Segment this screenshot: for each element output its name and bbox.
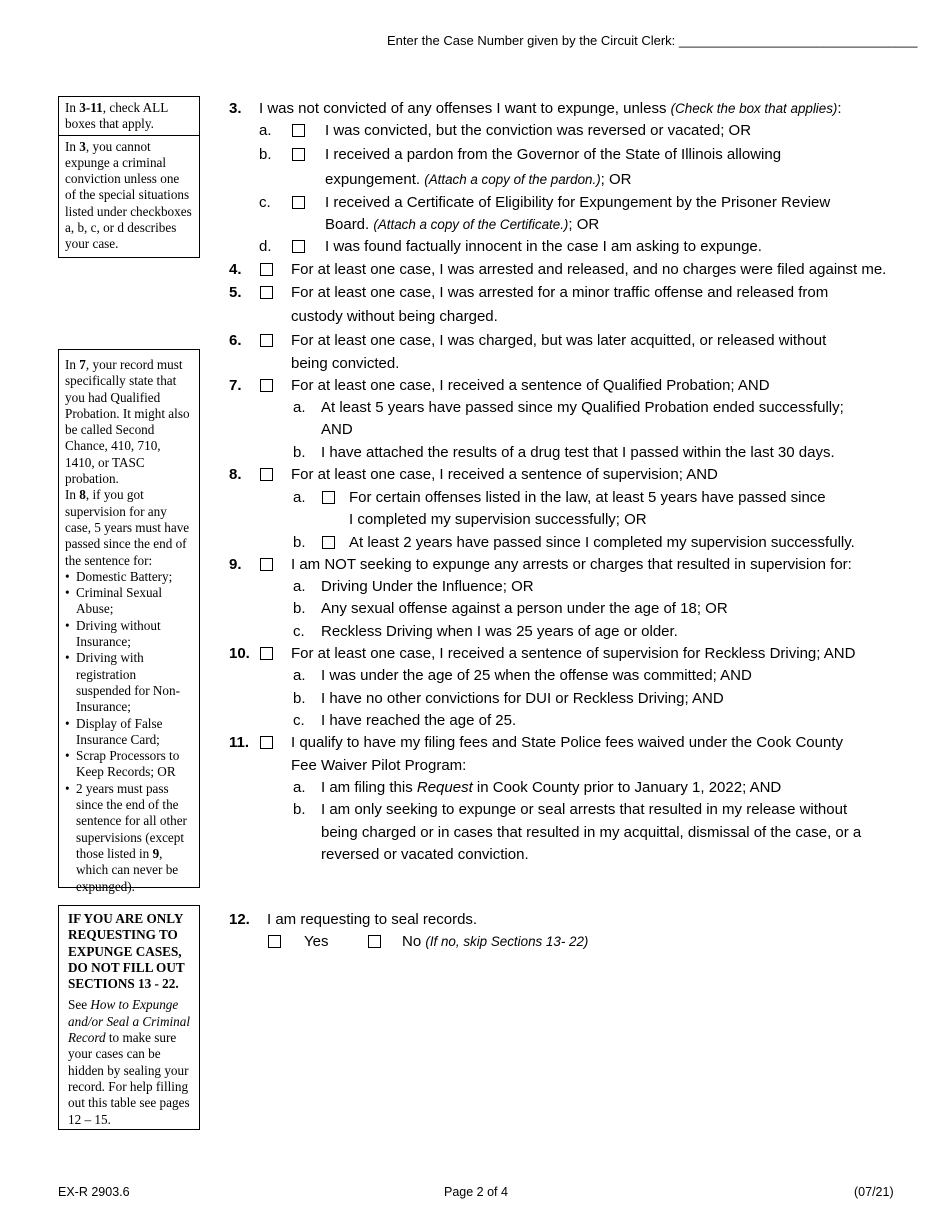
section-4-text: For at least one case, I was arrested and released, and no charges were filed against me. bbox=[291, 261, 887, 278]
section-9b-letter: b. bbox=[293, 600, 306, 617]
section-7b-text: I have attached the results of a drug test that I passed within the last 30 days. bbox=[321, 444, 835, 461]
section-10b-letter: b. bbox=[293, 690, 306, 707]
section-9c-letter: c. bbox=[293, 623, 305, 640]
section-3a-letter: a. bbox=[259, 122, 272, 139]
sidebar-note-section-7: In 7, your record must specifically state that you had Qualified Probation. It might also be called Second Chance, 410, 710, 1410, or TASC probation. bbox=[65, 357, 190, 487]
section-12-number: 12. bbox=[229, 911, 250, 928]
sidebar-note-section-8: In 8, if you got supervision for any case, 5 years must have passed since the end of the sentence for: bbox=[65, 487, 190, 568]
section-9b-text: Any sexual offense against a person under the age of 18; OR bbox=[321, 600, 728, 617]
section-11b-letter: b. bbox=[293, 801, 306, 818]
seal-no-checkbox[interactable] bbox=[368, 935, 381, 948]
section-8-checkbox[interactable] bbox=[260, 468, 273, 481]
list-item: • 2 years must pass since the end of the sentence for all other supervisions (except those listed in 9, which can never be expunged). bbox=[65, 781, 193, 895]
section-9-checkbox[interactable] bbox=[260, 558, 273, 571]
section-5-checkbox[interactable] bbox=[260, 286, 273, 299]
section-7-text: For at least one case, I received a sentence of Qualified Probation; AND bbox=[291, 377, 770, 394]
sidebar-seal-guide: See How to Expunge and/or Seal a Criminal Record to make sure your cases can be hidden by sealing your record. For help filling out this table see pages 12 – 15. bbox=[68, 997, 190, 1127]
section-8a-checkbox[interactable] bbox=[322, 491, 335, 504]
section-10c-text: I have reached the age of 25. bbox=[321, 712, 517, 729]
sidebar-note-box-7-8 bbox=[58, 349, 200, 894]
section-3b-text-line2: expungement. (Attach a copy of the pardon.); OR bbox=[325, 171, 632, 188]
section-3d-checkbox[interactable] bbox=[292, 240, 305, 253]
section-3a-checkbox[interactable] bbox=[292, 124, 305, 137]
section-3a-text: I was convicted, but the conviction was reversed or vacated; OR bbox=[325, 122, 752, 139]
section-9-text: I am NOT seeking to expunge any arrests or charges that resulted in supervision for: bbox=[291, 556, 852, 573]
section-10b-text: I have no other convictions for DUI or Reckless Driving; AND bbox=[321, 690, 724, 707]
sidebar-note-section-7-8 bbox=[59, 350, 199, 897]
section-11a-letter: a. bbox=[293, 779, 306, 796]
section-8a-text-line2: I completed my supervision successfully; OR bbox=[349, 511, 647, 528]
list-item: • Scrap Processors to Keep Records; OR bbox=[65, 748, 193, 781]
section-5-text-line2: custody without being charged. bbox=[291, 308, 498, 325]
sidebar-note-check-all: In 3-11, check ALL boxes that apply. bbox=[65, 100, 168, 132]
section-3-text: I was not convicted of any offenses I want to expunge, unless (Check the box that applies): bbox=[259, 100, 842, 117]
section-7b-letter: b. bbox=[293, 444, 306, 461]
section-8-text: For at least one case, I received a sentence of supervision; AND bbox=[291, 466, 718, 483]
section-4-checkbox[interactable] bbox=[260, 263, 273, 276]
section-11b-text-line3: reversed or vacated conviction. bbox=[321, 846, 529, 863]
section-3b-text-line1: I received a pardon from the Governor of the State of Illinois allowing bbox=[325, 146, 782, 163]
section-7-number: 7. bbox=[229, 377, 242, 394]
section-10a-letter: a. bbox=[293, 667, 306, 684]
section-10a-text: I was under the age of 25 when the offense was committed; AND bbox=[321, 667, 752, 684]
section-10-text: For at least one case, I received a sentence of supervision for Reckless Driving; AND bbox=[291, 645, 856, 662]
section-6-checkbox[interactable] bbox=[260, 334, 273, 347]
section-9c-text: Reckless Driving when I was 25 years of age or older. bbox=[321, 623, 678, 640]
section-11-text-line1: I qualify to have my filing fees and State Police fees waived under the Cook County bbox=[291, 734, 843, 751]
section-8b-checkbox[interactable] bbox=[322, 536, 335, 549]
list-item: • Display of False Insurance Card; bbox=[65, 716, 193, 749]
sidebar-warning-heading: IF YOU ARE ONLY REQUESTING TO EXPUNGE CASES, DO NOT FILL OUT SECTIONS 13 - 22. bbox=[68, 911, 185, 992]
section-3c-text-line2: Board. (Attach a copy of the Certificate.); OR bbox=[325, 216, 600, 233]
page-number: Page 2 of 4 bbox=[444, 1185, 508, 1199]
section-6-number: 6. bbox=[229, 332, 242, 349]
section-11a-text: I am filing this Request in Cook County prior to January 1, 2022; AND bbox=[321, 779, 782, 796]
section-6-text-line1: For at least one case, I was charged, but was later acquitted, or released without bbox=[291, 332, 827, 349]
list-item: • Driving without Insurance; bbox=[65, 618, 193, 651]
list-item: • Domestic Battery; bbox=[65, 569, 193, 585]
case-number-field[interactable]: Enter the Case Number given by the Circuit Clerk: _________________________________ bbox=[387, 33, 918, 48]
section-11b-text-line2: being charged or in cases that resulted in my acquittal, dismissal of the case, or a bbox=[321, 824, 862, 841]
sidebar-note-seal bbox=[59, 906, 199, 1130]
section-8-number: 8. bbox=[229, 466, 242, 483]
seal-yes-checkbox[interactable] bbox=[268, 935, 281, 948]
section-7a-text-line1: At least 5 years have passed since my Qualified Probation ended successfully; bbox=[321, 399, 844, 416]
section-4-number: 4. bbox=[229, 261, 242, 278]
section-12-text: I am requesting to seal records. bbox=[267, 911, 478, 928]
section-3d-text: I was found factually innocent in the case I am asking to expunge. bbox=[325, 238, 762, 255]
section-3b-checkbox[interactable] bbox=[292, 148, 305, 161]
section-8b-text: At least 2 years have passed since I completed my supervision successfully. bbox=[349, 534, 855, 551]
section-3-number: 3. bbox=[229, 100, 242, 117]
section-3c-letter: c. bbox=[259, 194, 271, 211]
section-11-number: 11. bbox=[229, 734, 250, 751]
section-7a-letter: a. bbox=[293, 399, 306, 416]
section-5-number: 5. bbox=[229, 284, 242, 301]
section-10c-letter: c. bbox=[293, 712, 305, 729]
offense-list bbox=[65, 569, 193, 895]
section-3c-checkbox[interactable] bbox=[292, 196, 305, 209]
form-id: EX-R 2903.6 bbox=[58, 1185, 130, 1199]
section-7-checkbox[interactable] bbox=[260, 379, 273, 392]
section-7a-text-line2: AND bbox=[321, 421, 353, 438]
section-8a-text-line1: For certain offenses listed in the law, at least 5 years have passed since bbox=[349, 489, 826, 506]
seal-yes-label: Yes bbox=[304, 933, 329, 950]
section-3d-letter: d. bbox=[259, 238, 272, 255]
section-11b-text-line1: I am only seeking to expunge or seal arrests that resulted in my release without bbox=[321, 801, 848, 818]
sidebar-note-box-3-11 bbox=[58, 96, 200, 258]
section-9a-text: Driving Under the Influence; OR bbox=[321, 578, 534, 595]
form-date: (07/21) bbox=[854, 1185, 894, 1199]
section-11-checkbox[interactable] bbox=[260, 736, 273, 749]
seal-no-label: No (If no, skip Sections 13- 22) bbox=[402, 933, 589, 950]
section-3b-letter: b. bbox=[259, 146, 272, 163]
section-6-text-line2: being convicted. bbox=[291, 355, 400, 372]
list-item: • Criminal Sexual Abuse; bbox=[65, 585, 193, 618]
section-11-text-line2: Fee Waiver Pilot Program: bbox=[291, 757, 467, 774]
section-8a-letter: a. bbox=[293, 489, 306, 506]
list-item: • Driving with registration suspended for Non-Insurance; bbox=[65, 650, 193, 715]
section-10-checkbox[interactable] bbox=[260, 647, 273, 660]
section-8b-letter: b. bbox=[293, 534, 306, 551]
sidebar-note-section-3: In 3, you cannot expunge a criminal conviction unless one of the special situations listed under checkboxes a, b, c, or d describes your case. bbox=[59, 135, 199, 255]
section-10-number: 10. bbox=[229, 645, 250, 662]
sidebar-note-box-seal bbox=[58, 905, 200, 1130]
section-9-number: 9. bbox=[229, 556, 242, 573]
section-9a-letter: a. bbox=[293, 578, 306, 595]
section-5-text-line1: For at least one case, I was arrested for a minor traffic offense and released from bbox=[291, 284, 829, 301]
section-3c-text-line1: I received a Certificate of Eligibility for Expungement by the Prisoner Review bbox=[325, 194, 831, 211]
